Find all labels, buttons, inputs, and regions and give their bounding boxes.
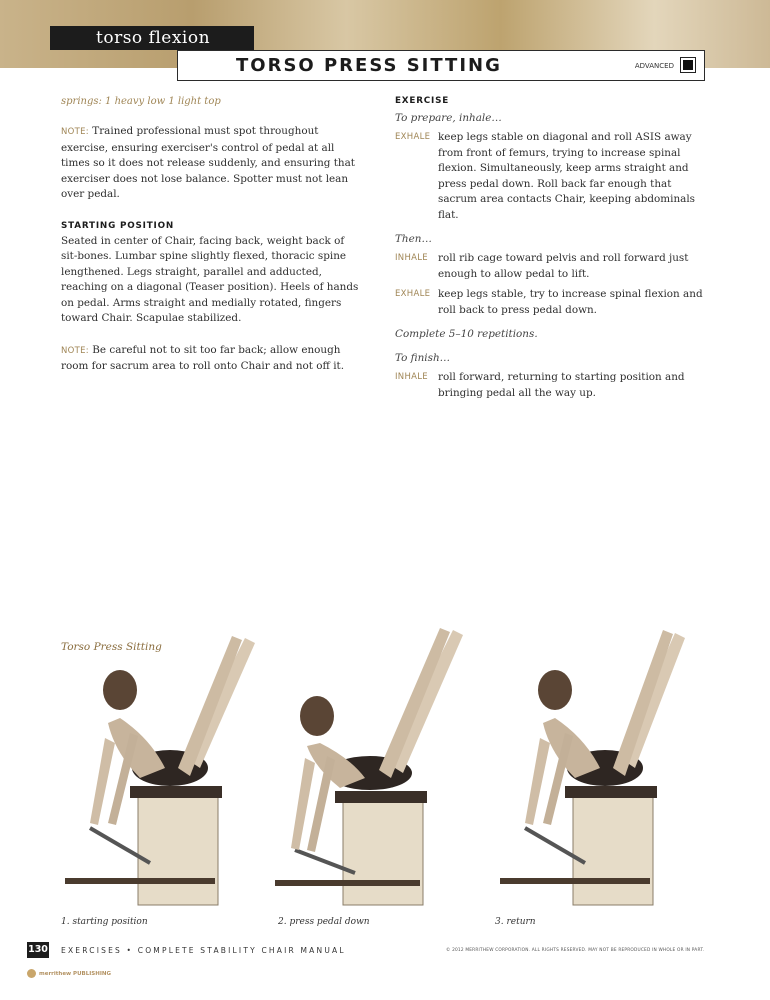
breath-text: keep legs stable, try to increase spinal flexion and roll back to press pedal down. [438,288,703,316]
then-line: Then… [395,233,432,245]
figure-caption: 3. return [495,917,536,927]
starting-position-heading: STARTING POSITION [61,220,175,231]
left-column [61,96,361,375]
level-label: ADVANCED [634,62,674,70]
exercise-photo-3 [495,618,695,913]
note-safety-text: Trained professional must spot throughout exercise, ensuring exerciser's control of pedal at all times so it does not release suddenly, and ensuring that exerciser does not lose balance. Spotter must not lean over pedal. [61,125,355,200]
breath-step [395,130,705,223]
copyright-notice: © 2012 MERRITHEW CORPORATION. ALL RIGHTS RESERVED. MAY NOT BE REPRODUCED IN WHOLE OR IN PART. [446,948,705,953]
note-safety [61,124,361,203]
exercise-heading: EXERCISE [395,96,450,106]
breath-text: roll forward, returning to starting position and bringing pedal all the way up. [438,371,685,399]
breath-step [395,370,705,401]
finish-line: To finish… [395,352,451,364]
figure-title: Torso Press Sitting [61,641,162,653]
breath-step [395,287,705,318]
prepare-line: To prepare, inhale… [395,112,502,124]
publisher-logo-icon [27,969,36,978]
breath-text: keep legs stable on diagonal and roll ASIS away from front of femurs, trying to increase spinal flexion. Simultaneously, keep arms straight and press pedal down. Roll back far enough that sacrum area contacts Chair, keeping abdominals flat. [438,131,696,221]
title-box [177,50,705,81]
starting-position-text: Seated in center of Chair, facing back, weight back of sit-bones. Lumbar spine slightly flexed, thoracic spine lengthened. Legs straight, parallel and adducted, reaching on a diagonal (Teaser position). Heels of hands on pedal. Arms straight and medially rotated, fingers toward Chair. Scapulae stabilized. [61,234,359,324]
figure-caption: 1. starting position [61,917,148,927]
breath-tag: EXHALE [395,132,431,142]
figure-caption: 2. press pedal down [278,917,370,927]
page-title: TORSO PRESS SITTING [236,55,502,76]
breath-tag: INHALE [395,372,428,382]
springs-line: springs: 1 heavy low 1 light top [61,96,221,107]
note-position-text: Be careful not to sit too far back; allow enough room for sacrum area to roll onto Chair and not off it. [61,343,345,372]
publisher-logo [27,969,111,978]
exercise-photo-2 [265,618,465,913]
note-label: NOTE: [61,127,89,137]
breath-text: roll rib cage toward pelvis and roll forward just enough to allow pedal to lift. [438,252,689,280]
breath-step [395,251,705,282]
breath-tag: INHALE [395,253,428,263]
note-position [61,343,361,375]
exercise-column [395,96,705,401]
publisher-name: merrithew PUBLISHING [39,970,112,977]
breath-tag: EXHALE [395,289,431,299]
running-footer: EXERCISES • COMPLETE STABILITY CHAIR MANUAL [61,946,346,955]
section-tab: torso flexion [50,26,254,50]
note-label: NOTE: [61,345,89,356]
repetitions-line: Complete 5–10 repetitions. [395,328,538,340]
exercise-photo-1 [60,618,260,913]
page-number: 130 [27,942,49,958]
level-square-icon [680,57,696,73]
